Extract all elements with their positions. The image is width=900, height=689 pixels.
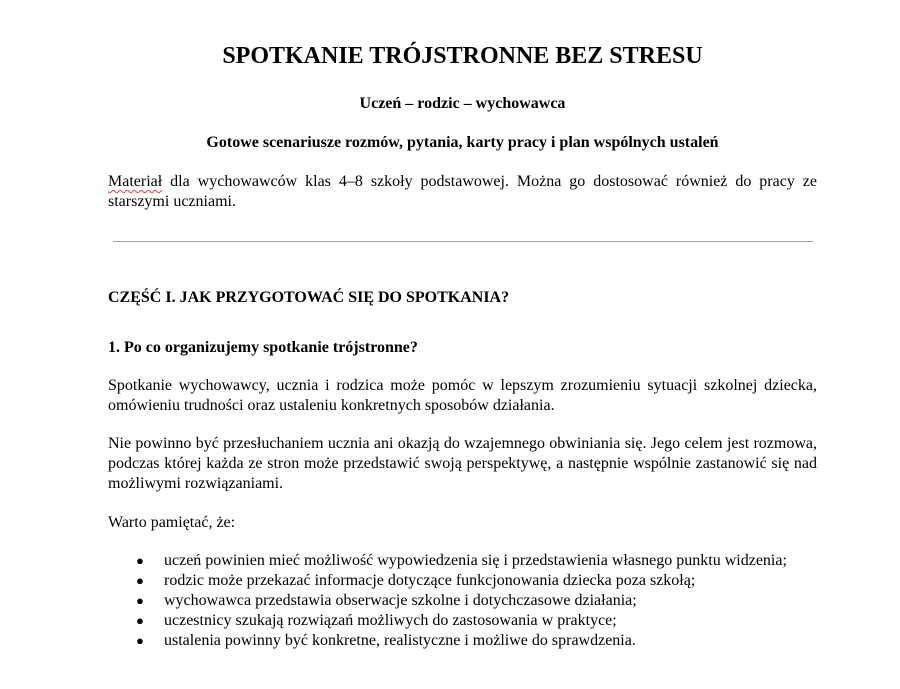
body-paragraph: Warto pamiętać, że: — [108, 514, 236, 531]
document-title: SPOTKANIE TRÓJSTRONNE BEZ STRESU — [222, 43, 703, 69]
list-item — [108, 551, 817, 571]
list-item-text: uczeń powinien mieć możliwość wypowiedzenia się i przedstawienia własnego punktu widzenia; — [164, 552, 787, 569]
bullet-icon: ● — [136, 573, 144, 588]
bullet-icon: ● — [136, 633, 144, 648]
bullet-icon: ● — [136, 593, 144, 608]
list-item — [108, 591, 817, 611]
list-item-text: rodzic może przekazać informacje dotyczące funkcjonowania dziecka poza szkołą; — [164, 572, 696, 589]
list-item — [108, 631, 817, 651]
list-item — [108, 571, 817, 591]
list-item-text: wychowawca przedstawia obserwacje szkolne i dotychczasowe działania; — [164, 592, 637, 609]
body-paragraph: Spotkanie wychowawcy, ucznia i rodzica może pomóc w lepszym zrozumieniu sytuacji szkolnej dziecka, omówieniu trudności oraz ustaleniu konkretnych sposobów działania. — [108, 377, 817, 414]
document-tagline: Gotowe scenariusze rozmów, pytania, karty pracy i plan wspólnych ustaleń — [206, 134, 719, 151]
list-item-text: ustalenia powinny być konkretne, realistyczne i możliwe do sprawdzenia. — [164, 632, 636, 649]
part-heading: CZĘŚĆ I. JAK PRZYGOTOWAĆ SIĘ DO SPOTKANIA? — [108, 289, 510, 306]
document-subtitle: Uczeń – rodzic – wychowawca — [359, 95, 566, 112]
bullet-list — [108, 551, 817, 651]
list-item-text: uczestnicy szukają rozwiązań możliwych do zastosowania w praktyce; — [164, 612, 617, 629]
spellcheck-flagged-word[interactable]: Materiał — [108, 173, 163, 190]
intro-text: dla wychowawców klas 4–8 szkoły podstawowej. Można go dostosować również do pracy ze starszymi uczniami. — [108, 173, 817, 210]
list-item — [108, 611, 817, 631]
bullet-icon: ● — [136, 613, 144, 628]
intro-paragraph — [108, 172, 817, 212]
horizontal-divider — [113, 241, 813, 242]
bullet-icon: ● — [136, 553, 144, 568]
section-heading: 1. Po co organizujemy spotkanie trójstronne? — [108, 339, 418, 356]
body-paragraph: Nie powinno być przesłuchaniem ucznia ani okazją do wzajemnego obwiniania się. Jego celem jest rozmowa, podczas której każda ze stron może przedstawić swoją perspektywę, a następnie wspólnie zastanowić się nad możliwymi rozwiązaniami. — [108, 435, 817, 492]
